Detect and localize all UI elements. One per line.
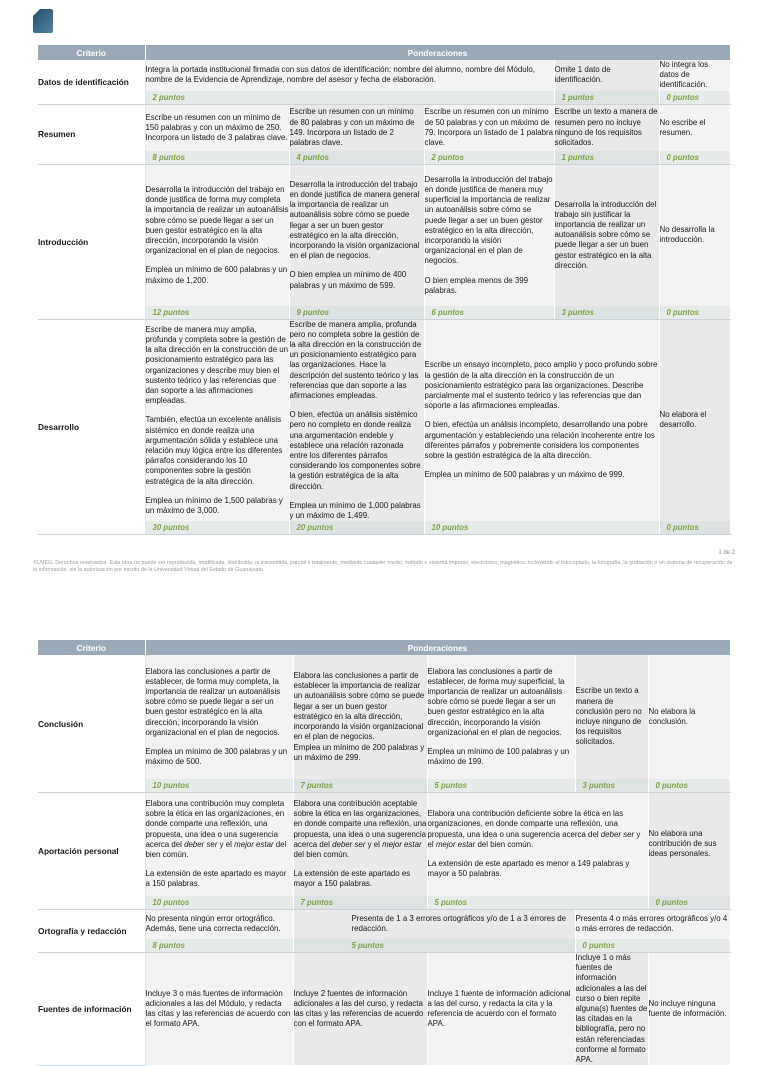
points-label: 0 puntos [659,521,730,535]
table-row [38,165,730,306]
descriptor-cell: Escribe un texto a manera de conclusión pero no incluye ninguno de los requisitos solicitados. [575,655,648,779]
criterion-name: Datos de identificación [38,60,145,104]
points-label: 1 puntos [554,151,659,165]
criterion-name: Introducción [38,165,145,320]
descriptor-cell: Escribe un ensayo incompleto, poco amplio y poco profundo sobre la gestión de la alta dirección en la construcción de un posicionamiento estratégico para las organizaciones. Describe parcialmente mal el sustento teórico y las referencias que dan soporte a las afirmaciones empleadas. O bien, efectúa un análisis incompleto, desarrollando una pobre argumentación y estableciendo una relación incoherente entre los diferentes párrafos y pobremente considera los componentes sobre la gestión estratégica de la alta dirección. Emplea un mínimo de 500 palabras y un máximo de 999. [424,319,659,521]
criterion-name: Aportación personal [38,793,145,910]
points-label: 10 puntos [145,896,293,910]
table-row [38,655,730,779]
descriptor-cell: Elabora una contribución aceptable sobre la ética en las organizaciones, en donde comparte una reflexión, una propuesta, una idea o una sugerencia acerca del deber ser y el mejor estar del bien común. La extensión de este apartado es mayor a 150 palabras. [293,793,427,896]
descriptor-cell: No elabora la conclusión. [648,655,730,779]
descriptor-cell: Incluye 2 fuentes de información adicionales a las del curso, y redacta las citas y las referencias de acuerdo con el formato APA. [293,953,427,1066]
points-label: 0 puntos [648,779,730,793]
points-label: 20 puntos [289,521,424,535]
points-label: 10 puntos [424,521,659,535]
descriptor-cell: Omite 1 dato de identificación. [554,60,659,91]
points-label: 0 puntos [648,896,730,910]
descriptor-cell: No presenta ningún error ortográfico. Además, tiene una correcta redacción. [145,909,293,939]
criterion-name: Fuentes de información [38,953,145,1066]
points-label: 0 puntos [659,151,730,165]
ponderaciones-header: Ponderaciones [145,640,730,655]
points-label: 4 puntos [289,151,424,165]
points-label: 1 puntos [554,91,659,105]
descriptor-cell: No integra los datos de identificación. [659,60,730,91]
descriptor-cell: No incluye ninguna fuente de información. [648,953,730,1066]
table-row [38,793,730,896]
rubric-table-page-2 [38,640,731,1066]
points-label: 8 puntos [145,151,289,165]
descriptor-cell: Elabora las conclusiones a partir de establecer, de forma muy superficial, la importancia de realizar un autoanálisis sobre cómo se puede llegar a ser un buen gestor estratégico en la alta dirección, incorporando la visión organizacional en el plan de negocios. Emplea un mínimo de 100 palabras y un máximo de 199. [427,655,575,779]
descriptor-cell: No elabora el desarrollo. [659,319,730,521]
descriptor-cell: Escribe de manera amplia, profunda pero no completa sobre la gestión de la alta dirección en la construcción de un posicionamiento estratégico para las organizaciones. Hace la descripción del sustento teórico y las referencias que dan soporte a las afirmaciones empleadas. O bien, efectúa un análisis sistémico pero no completo en donde realiza una argumentación endeble y establece una relación razonada entre los diferentes párrafos considerando los componentes sobre la gestión estratégica de la alta dirección. Emplea un mínimo de 1,000 palabras y un máximo de 1,499. [289,319,424,521]
descriptor-cell: Desarrolla la introducción del trabajo en donde justifica de manera general la importancia de realizar un autoanálisis sobre cómo se puede llegar a ser un buen gestor estratégico en la alta dirección, incorporando la visión organizacional en el plan de negocios. O bien emplea un mínimo de 400 palabras y un máximo de 599. [289,165,424,306]
descriptor-cell: No elabora una contribución de sus ideas personales. [648,793,730,896]
table-row [38,104,730,151]
points-label: 12 puntos [145,306,289,320]
points-label: 0 puntos [659,306,730,320]
descriptor-cell: Integra la portada institucional firmada con sus datos de identificación: nombre del alumno, nombre del Módulo, nombre de la Evidencia de Aprendizaje, nombre del asesor y fecha de elaboración. [145,60,554,91]
descriptor-cell: Escribe de manera muy amplia, profunda y completa sobre la gestión de la alta dirección en la construcción de un posicionamiento estratégico para las organizaciones y describe muy bien el sustento teórico y las referencias que dan soporte a las afirmaciones empleadas. También, efectúa un excelente análisis sistémico en donde realiza una argumentación sólida y establece una relación muy lógica entre los diferentes párrafos considerando los 10 componentes sobre la gestión estratégica de la alta dirección. Emplea un mínimo de 1,500 palabras y un máximo de 3,000. [145,319,289,521]
page-number: 1 de 2 [718,550,735,556]
descriptor-cell: No escribe el resumen. [659,104,730,151]
points-label: 6 puntos [424,306,554,320]
ponderaciones-header: Ponderaciones [145,45,730,60]
descriptor-cell: Escribe un resumen con un mínimo de 150 palabras y con un máximo de 250. Incorpora un listado de 3 palabras clave. [145,104,289,151]
descriptor-cell: No desarrolla la introducción. [659,165,730,306]
uveg-logo-icon [33,9,53,33]
descriptor-cell: Incluye 1 fuente de información adicional a las del curso, y redacta la cita y la referencia de acuerdo con el formato APA. [427,953,575,1066]
descriptor-cell: Escribe un resumen con un mínimo de 50 palabras y con un máximo de 79. Incorpora un listado de 1 palabra clave. [424,104,554,151]
descriptor-cell: Presenta 4 o más errores ortográficos y/o 4 o más errores de redacción. [575,909,730,939]
rubric-table-page-1 [38,45,731,535]
points-label: 3 puntos [554,306,659,320]
descriptor-cell: Escribe un texto a manera de resumen pero no incluye ninguno de los requisitos solicitados. [554,104,659,151]
table-header [38,45,730,60]
criterion-name: Ortografía y redacción [38,909,145,953]
descriptor-cell: Elabora las conclusiones a partir de establecer, de forma muy completa, la importancia de realizar un autoanálisis sobre cómo se puede llegar a ser un buen gestor estratégico en la alta dirección, incorporando la visión organizacional en el plan de negocios. Emplea un mínimo de 300 palabras y un máximo de 500. [145,655,293,779]
points-label: 10 puntos [145,779,293,793]
table-row [38,909,730,939]
descriptor-cell: Desarrolla la introducción del trabajo en donde justifica de manera muy superficial la importancia de realizar un autoanálisis sobre cómo se puede llegar a ser un buen gestor estratégico en la alta dirección, incorporando la visión organizacional en el plan de negocios. O bien emplea menos de 399 palabras. [424,165,554,306]
descriptor-cell: Incluye 3 o más fuentes de información adicionales a las del Módulo, y redacta las citas y las referencias de acuerdo con el formato APA. [145,953,293,1066]
descriptor-cell: Incluye 1 o más fuentes de información adicionales a las del curso o bien repite alguna(s) fuentes de las citadas en la bibliografía, pero no están referenciadas conforme al formato APA. [575,953,648,1065]
descriptor-cell: Desarrolla la introducción del trabajo en donde justifica de forma muy completa la importancia de realizar un autoanálisis sobre cómo se puede llegar a ser un buen gestor estratégico en la alta dirección, incorporando la visión organizacional en el plan de negocios. Emplea un mínimo de 600 palabras y un máximo de 1,200. [145,165,289,306]
points-label: 0 puntos [575,939,730,953]
criterio-header: Criterio [38,45,145,60]
points-label: 8 puntos [145,939,293,953]
criterio-header: Criterio [38,640,145,655]
criterion-name: Resumen [38,104,145,165]
points-label: 5 puntos [293,939,575,953]
descriptor-cell: Desarrolla la introducción del trabajo sin justificar la importancia de realizar un autoanálisis sobre cómo se puede llegar a ser un buen gestor estratégico en la alta dirección. [554,165,659,306]
points-label: 30 puntos [145,521,289,535]
descriptor-cell: Escribe un resumen con un mínimo de 80 palabras y con un máximo de 149. Incorpora un listado de 2 palabras clave. [289,104,424,151]
table-row [38,953,730,1066]
table-row [38,60,730,91]
descriptor-cell: Elabora las conclusiones a partir de establecer la importancia de realizar un autoanálisis sobre cómo se puede llegar a ser un buen gestor estratégico en la alta dirección, incorporando la visión organizacional en el plan de negocios. Emplea un mínimo de 200 palabras y un máximo de 299. [293,655,427,779]
points-label: 5 puntos [427,896,648,910]
points-label: 0 puntos [659,91,730,105]
table-header [38,640,730,655]
points-label: 2 puntos [145,91,554,105]
criterion-name: Desarrollo [38,319,145,535]
descriptor-cell: Elabora una contribución deficiente sobre la ética en las organizaciones, en donde comparte una reflexión, una propuesta, una idea o una sugerencia acerca del deber ser y el mejor estar del bien común. La extensión de este apartado es menor a 149 palabras y mayor a 50 palabras. [427,793,648,896]
points-label: 3 puntos [575,779,648,793]
criterion-name: Conclusión [38,655,145,793]
descriptor-cell: Presenta de 1 a 3 errores ortográficos y/o de 1 a 3 errores de redacción. [293,909,575,939]
copyright-footer: ©UVEG. Derechos reservados. Esta obra no puede ser reproducida, modificada, distribuida, ni transmitida, parcial o totalmente, mediante cualquier medio, método o sistema impreso, electrónico, magnético, incluyendo el fotocopiado, la fotografía, la grabación o un sistema de recuperación de la información, sin la autorización por escrito de la Universidad Virtual del Estado de Guanajuato. [33,560,733,573]
table-row [38,319,730,521]
points-label: 9 puntos [289,306,424,320]
descriptor-cell: Elabora una contribución muy completa sobre la ética en las organizaciones, en donde comparte una reflexión, una propuesta, una idea o una sugerencia acerca del deber ser y el mejor estar del bien común. La extensión de este apartado es mayor a 150 palabras. [145,793,293,896]
points-label: 5 puntos [427,779,575,793]
points-label: 2 puntos [424,151,554,165]
points-label: 7 puntos [293,896,427,910]
points-label: 7 puntos [293,779,427,793]
